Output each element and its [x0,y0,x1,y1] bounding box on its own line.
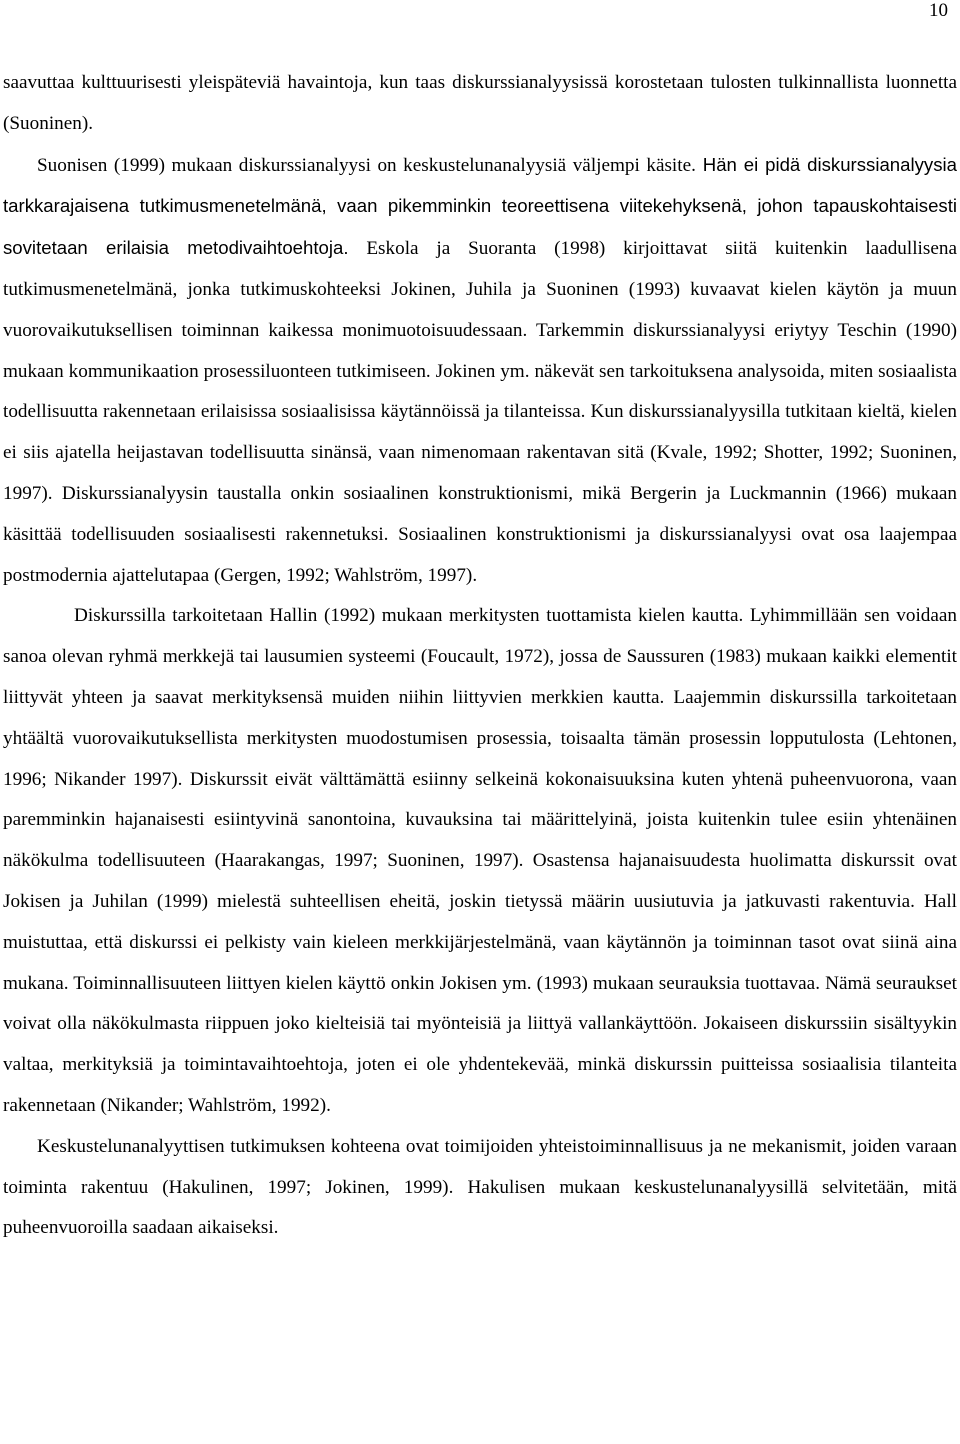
paragraph-2-sans-text: Hän ei pidä diskurssianalyysia tarkkarajaisena tutkimusmenetelmänä, vaan pikemminkin teoreettisena viitekehyksenä, johon tapauskohtaisesti sovitetaan erilaisia metodivaihtoehtoja. [3,153,957,259]
page-number: 10 [929,0,948,21]
paragraph-2 [3,145,957,597]
paragraph-1: saavuttaa kulttuurisesti yleispäteviä havaintoja, kun taas diskurssianalyysissä korostetaan tulosten tulkinnallista luonnetta (Suoninen). [3,72,957,134]
paragraph-3: Diskurssilla tarkoitetaan Hallin (1992) mukaan merkitysten tuottamista kielen kautta. Lyhimmillään sen voidaan sanoa olevan ryhmä merkkejä tai lausumien systeemi (Foucault, 1972), jossa de Saussuren (1983) mukaan kaikki elementit liittyvät yhteen ja saavat merkityksensä muiden niihin liittyvien merkkien kautta. Laajemmin diskurssilla tarkoitetaan yhtäältä vuorovaikutuksellista merkitysten muodostumisen prosessia, toisaalta tämän prosessin lopputulosta (Lehtonen, 1996; Nikander 1997). Diskurssit eivät välttämättä esiinny selkeinä kokonaisuuksina kuten yhtenä puheenvuorona, vaan paremminkin hajanaisesti esiintyvinä sanontoina, kuvauksina tai määrittelyinä, joista kuitenkin tulee esiin yhtenäinen näkökulma todellisuuteen (Haarakangas, 1997; Suoninen, 1997). Osastensa hajanaisuudesta huolimatta diskurssit ovat Jokisen ja Juhilan (1999) mielestä suhteellisen eheitä, joskin tietyssä määrin uusiutuvia ja jatkuvasti rakentuvia. Hall muistuttaa, että diskurssi ei pelkisty vain kieleen merkkijärjestelmänä, vaan käytännön ja toiminnan tasot ovat siinä aina mukana. Toiminnallisuuteen liittyen kielen käyttö onkin Jokisen ym. (1993) mukaan seurauksia tuottavaa. Nämä seuraukset voivat olla näkökulmasta riippuen joko kielteisiä tai myönteisiä ja liittyä vallankäyttöön. Jokaiseen diskurssiin sisältyykin valtaa, merkityksiä ja toimintavaihtoehtoja, joten ei ole yhdentekevää, minkä diskurssin puitteissa sosiaalisia tilanteita rakennetaan (Nikander; Wahlström, 1992). [3,605,957,1116]
document-body [3,63,957,1249]
paragraph-2-serif-start: Suonisen (1999) mukaan diskurssianalyysi on keskustelunanalyysiä väljempi käsite. [37,154,696,176]
paragraph-2-serif-end: Eskola ja Suoranta (1998) kirjoittavat siitä kuitenkin laadullisena tutkimusmenetelmänä, jonka tutkimuskohteeksi Jokinen, Juhila ja Suoninen (1993) kuvaavat kielen käytön ja muun vuorovaikutuksellisen toiminnan kaikessa monimuotoisuudessaan. Tarkemmin diskurssianalyysi eriytyy Teschin (1990) mukaan kommunikaation prosessiluonteen tutkimiseen. Jokinen ym. näkevät sen tarkoituksena analysoida, miten sosiaalista todellisuutta rakennetaan erilaisissa sosiaalisissa käytännöissä ja tilanteissa. Kun diskurssianalyysilla tutkitaan kieltä, kielen ei siis ajatella heijastavan todellisuutta sinänsä, vaan nimenomaan rakentavan sitä (Kvale, 1992; Shotter, 1992; Suoninen, 1997). Diskurssianalyysin taustalla onkin sosiaalinen konstruktionismi, mikä Bergerin ja Luckmannin (1966) mukaan käsittää todellisuuden sosiaalisesti rakennetuksi. Sosiaalinen konstruktionismi ja diskurssianalyysi ovat osa laajempaa postmodernia ajattelutapaa (Gergen, 1992; Wahlström, 1997). [3,238,957,586]
paragraph-4: Keskustelunanalyyttisen tutkimuksen kohteena ovat toimijoiden yhteistoiminnallisuus ja ne mekanismit, joiden varaan toiminta rakentuu (Hakulinen, 1997; Jokinen, 1999). Hakulisen mukaan keskustelunanalyysillä selvitetään, mitä puheenvuoroilla saadaan aikaiseksi. [3,1135,957,1239]
